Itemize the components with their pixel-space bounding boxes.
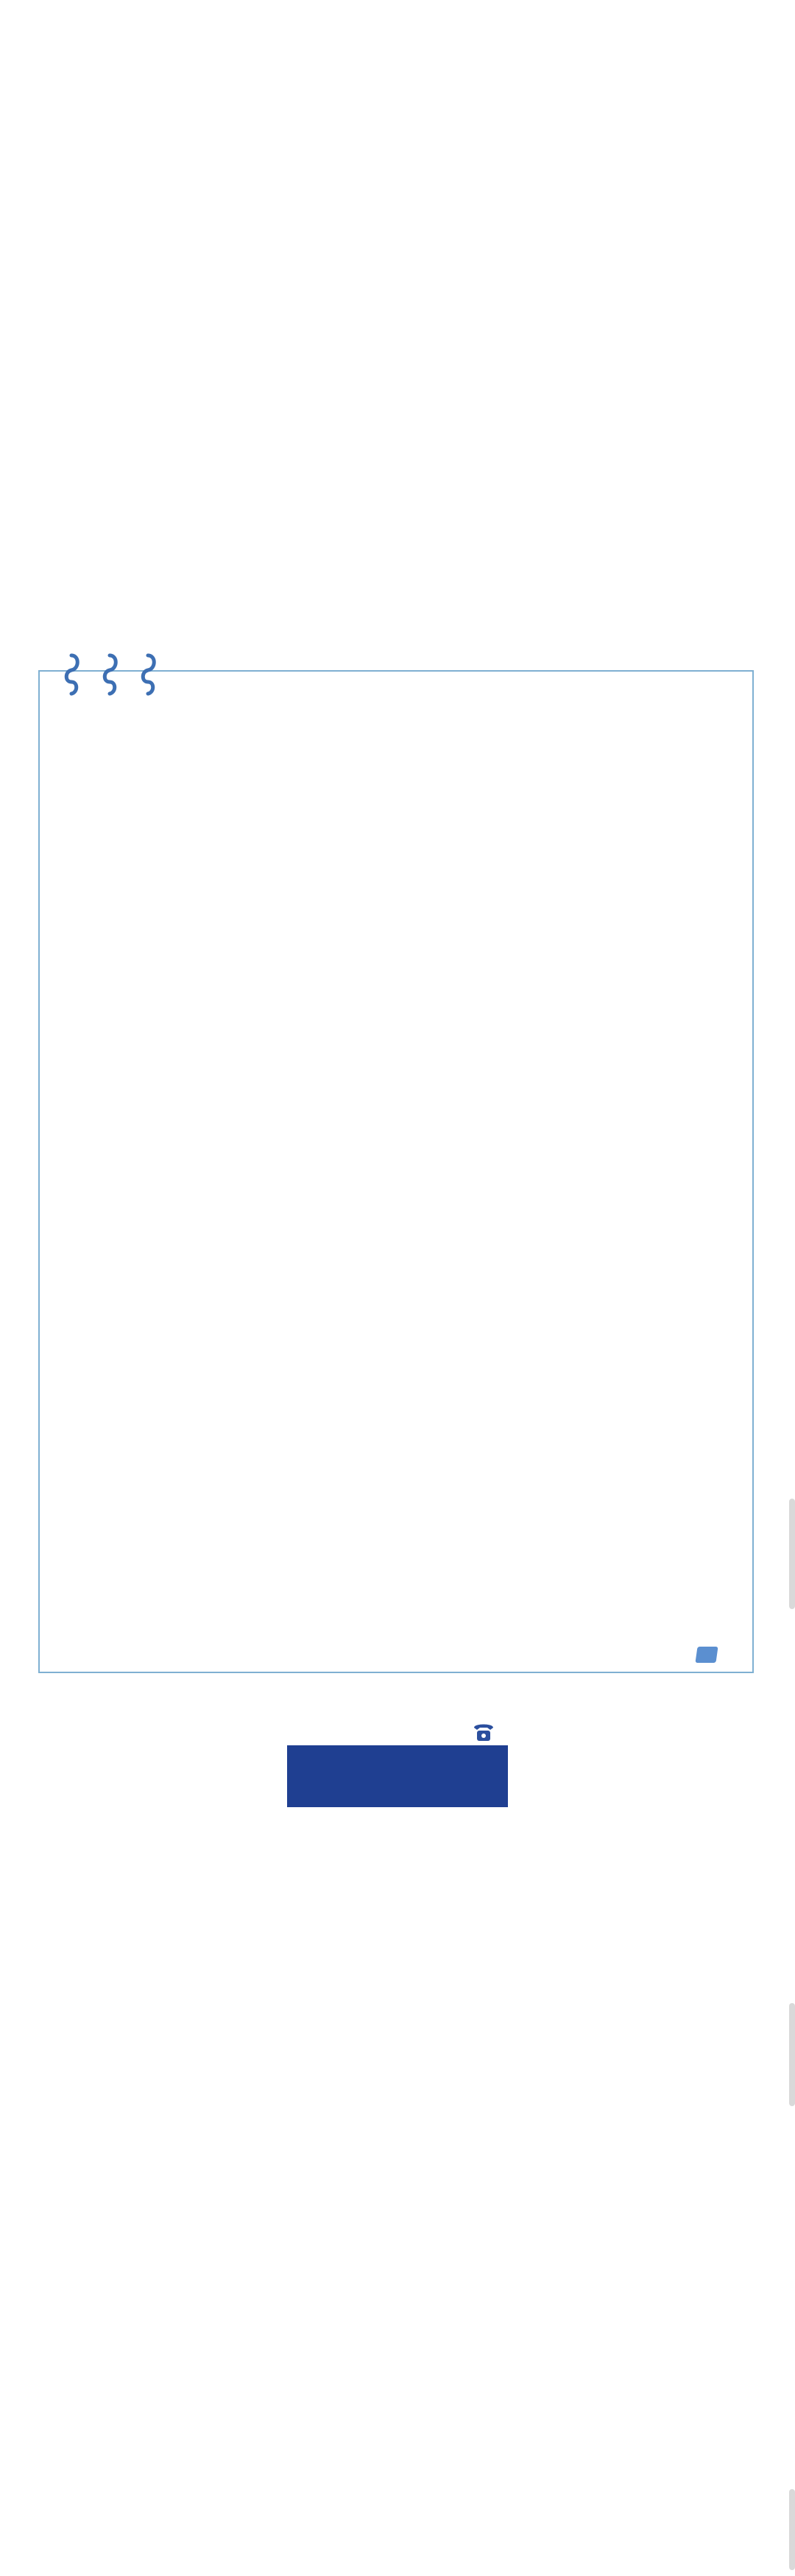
scrollbar-thumb[interactable]: [789, 1499, 795, 1609]
spiral-ring-icon: [137, 652, 159, 697]
spiral-ring-icon: [99, 652, 121, 697]
scrollbar-thumb[interactable]: [789, 2489, 795, 2570]
analysis-card: [38, 670, 754, 1673]
corner-decoration: [695, 1647, 718, 1663]
scrollbar-thumb[interactable]: [789, 2003, 795, 2106]
police-reminder-label: [287, 1745, 508, 1807]
spiral-rings: [60, 652, 159, 697]
telephone-icon: [471, 1719, 496, 1744]
spiral-ring-icon: [60, 652, 82, 697]
